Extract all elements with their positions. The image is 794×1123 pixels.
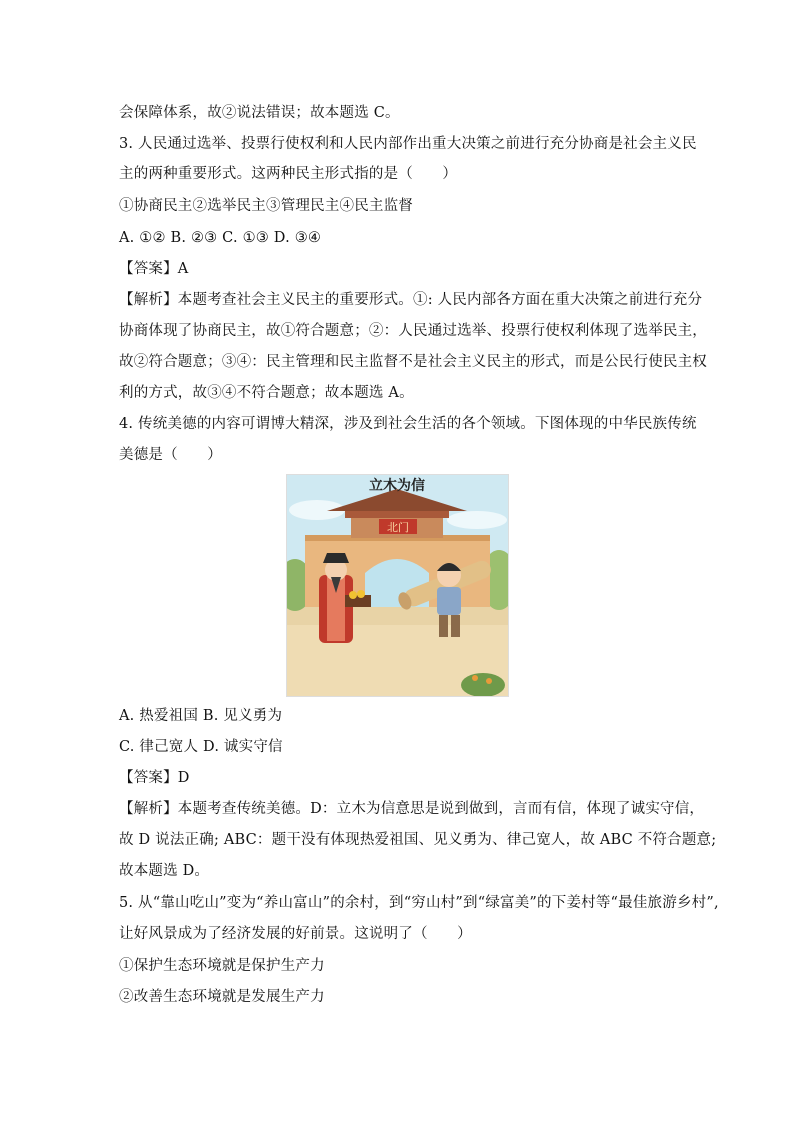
question-4-analysis-3: 故本题选 D。 [119, 863, 210, 879]
question-3-analysis-4: 利的方式，故③④不符合题意；故本题选 A。 [119, 385, 414, 401]
question-5-item-2: ②改善生态环境就是发展生产力 [119, 989, 325, 1005]
question-4-options-2: C. 律己宽人 D. 诚实守信 [119, 739, 283, 755]
question-3-analysis-1: 【解析】本题考查社会主义民主的重要形式。①: 人民内部各方面在重大决策之前进行充分 [119, 292, 703, 308]
question-4-analysis-2: 故 D 说法正确; ABC：题干没有体现热爱祖国、见义勇为、律己宽人，故 ABC 不符合题意; [119, 832, 717, 848]
question-3-stem-2: 主的两种重要形式。这两种民主形式指的是（ ） [119, 166, 458, 182]
question-3-items: ①协商民主②选举民主③管理民主④民主监督 [119, 198, 413, 214]
question-3-answer: 【答案】A [119, 261, 189, 277]
question-3-analysis-2: 协商体现了协商民主，故①符合题意；②：人民通过选举、投票行使权利体现了选举民主， [119, 323, 707, 339]
question-5-stem-2: 让好风景成为了经济发展的好前景。这说明了（ ） [119, 926, 472, 942]
question-5-stem-1: 5. 从“靠山吃山”变为“养山富山”的余村，到“穷山村”到“绿富美”的下姜村等“最佳旅游乡村”, [119, 895, 719, 911]
question-4-stem-2: 美德是（ ） [119, 447, 222, 463]
question-4-options-1: A. 热爱祖国 B. 见义勇为 [119, 708, 283, 724]
illustration-title: 立木为信 [369, 478, 425, 494]
illustration-li-mu-wei-xin [286, 474, 509, 697]
question-4-analysis-1: 【解析】本题考查传统美德。D：立木为信意思是说到做到，言而有信，体现了诚实守信， [119, 801, 705, 817]
question-3-analysis-3: 故②符合题意；③④：民主管理和民主监督不是社会主义民主的形式，而是公民行使民主权 [119, 354, 707, 370]
question-4-answer: 【答案】D [119, 770, 190, 786]
question-5-item-1: ①保护生态环境就是保护生产力 [119, 958, 325, 974]
text-line-1: 会保障体系，故②说法错误；故本题选 C。 [119, 105, 400, 121]
gate-sign-text: 北门 [387, 521, 409, 534]
question-3-stem-1: 3. 人民通过选举、投票行使权利和人民内部作出重大决策之前进行充分协商是社会主义民 [119, 136, 697, 152]
question-4-stem-1: 4. 传统美德的内容可谓博大精深，涉及到社会生活的各个领域。下图体现的中华民族传统 [119, 416, 697, 432]
question-3-options: A. ①② B. ②③ C. ①③ D. ③④ [119, 230, 322, 246]
